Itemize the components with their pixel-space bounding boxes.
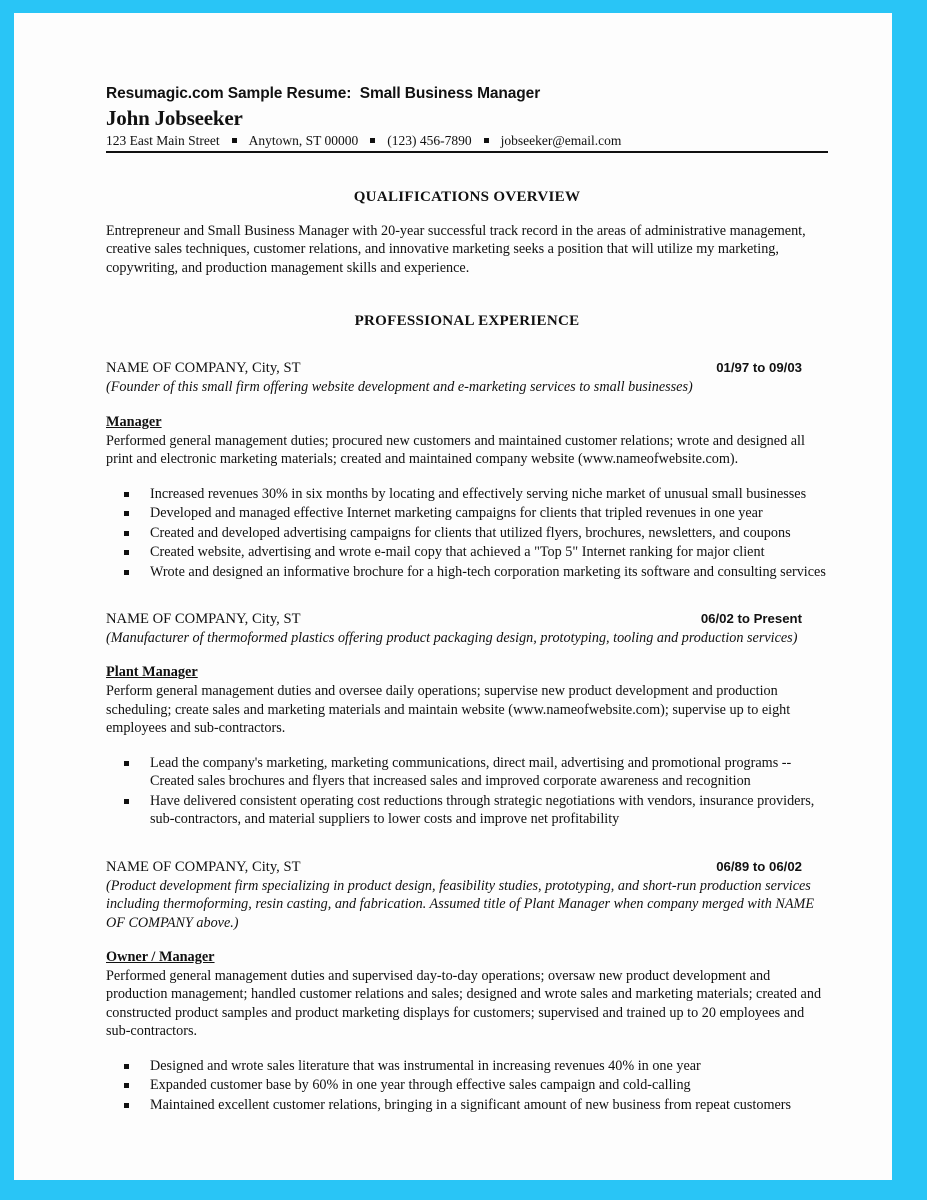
list-item: Increased revenues 30% in six months by locating and effectively serving niche market of unusual small businesses — [106, 485, 828, 503]
job-entry — [106, 360, 828, 581]
job-summary: Performed general management duties; procured new customers and maintained customer relations; wrote and designed all print and electronic marketing materials; created and maintained company website (www.nameofwebsite.com). — [106, 432, 805, 468]
job-summary: Performed general management duties and supervised day-to-day operations; oversaw new product development and production management; handled customer relations and sales; designed and wrote sales and marketing materials; created and constructed product samples and product marketing displays for customers; supervised and trained up to 20 employees and sub-contractors. — [106, 967, 822, 1040]
job-entry — [106, 611, 828, 829]
job-bullet-list — [106, 485, 828, 581]
job-bullet-list — [106, 1057, 828, 1114]
qualifications-heading: QUALIFICATIONS OVERVIEW — [353, 189, 581, 205]
job-title: Owner / Manager — [106, 948, 215, 965]
list-item: Created and developed advertising campaigns for clients that utilized flyers, brochures, newsletters, and coupons — [106, 524, 828, 542]
list-item: Maintained excellent customer relations, bringing in a significant amount of new business from repeat customers — [106, 1096, 828, 1114]
job-company: NAME OF COMPANY, City, ST — [106, 360, 301, 377]
job-dates: 06/02 to Present — [700, 610, 802, 626]
qualifications-body: Entrepreneur and Small Business Manager with 20-year successful track record in the areas of administrative management, creative sales techniques, customer relations, and innovative marketing seeks a position that will utilize my marketing, copywriting, and production management skills and experience. — [106, 223, 806, 276]
list-item: Developed and managed effective Internet marketing campaigns for clients that tripled revenues in one year — [106, 504, 828, 522]
contact-phone: (123) 456-7890 — [387, 133, 472, 148]
job-header — [106, 859, 828, 876]
job-title: Plant Manager — [106, 664, 198, 681]
job-header — [106, 611, 828, 628]
resume-page — [14, 13, 892, 1180]
job-dates: 01/97 to 09/03 — [716, 360, 802, 376]
job-description: (Product development firm specializing in product design, feasibility studies, prototyping, and short-run production services including thermoforming, resin casting, and fabrication. Assumed title of Plant Manager when company merged with NAME OF COMPANY above.) — [106, 877, 814, 931]
list-item: Created website, advertising and wrote e-mail copy that achieved a "Top 5" Internet ranking for major client — [106, 543, 828, 561]
square-separator-icon — [484, 138, 489, 143]
job-summary: Perform general management duties and oversee daily operations; supervise new product development and production scheduling; create sales and marketing materials and maintain website (www.nameofwebsite.com); supervise up to eight employees and sub-contractors. — [106, 683, 791, 737]
job-description: (Founder of this small firm offering website development and e-marketing services to small businesses) — [106, 379, 693, 396]
contact-email: jobseeker@email.com — [500, 133, 622, 148]
job-company: NAME OF COMPANY, City, ST — [106, 610, 301, 627]
job-entry — [106, 859, 828, 1115]
resume-content — [106, 85, 828, 1115]
job-dates: 06/89 to 06/02 — [716, 858, 802, 874]
candidate-name: John Jobseeker — [106, 106, 243, 130]
contact-address: 123 East Main Street — [106, 133, 220, 148]
document-title: Resumagic.com Sample Resume: Small Business Manager — [106, 85, 541, 102]
list-item: Designed and wrote sales literature that was instrumental in increasing revenues 40% in one year — [106, 1057, 828, 1075]
job-bullet-list — [106, 754, 828, 829]
contact-line — [106, 133, 828, 153]
square-separator-icon — [232, 138, 237, 143]
experience-heading: PROFESSIONAL EXPERIENCE — [354, 313, 580, 330]
job-company: NAME OF COMPANY, City, ST — [106, 858, 301, 875]
list-item: Have delivered consistent operating cost reductions through strategic negotiations with vendors, insurance providers, sub-contractors, and material suppliers to lower costs and improve net profitability — [106, 792, 828, 829]
job-description: (Manufacturer of thermoformed plastics offering product packaging design, prototyping, tooling and production services) — [106, 629, 798, 646]
job-title: Manager — [106, 413, 162, 430]
list-item: Lead the company's marketing, marketing communications, direct mail, advertising and promotional programs -- Created sales brochures and flyers that increased sales and improved corporate awareness and recognition — [106, 754, 828, 791]
square-separator-icon — [370, 138, 375, 143]
contact-city-state-zip: Anytown, ST 00000 — [248, 133, 359, 148]
list-item: Expanded customer base by 60% in one year through effective sales campaign and cold-calling — [106, 1076, 828, 1094]
list-item: Wrote and designed an informative brochure for a high-tech corporation marketing its software and consulting services — [106, 563, 828, 581]
job-header — [106, 360, 828, 377]
